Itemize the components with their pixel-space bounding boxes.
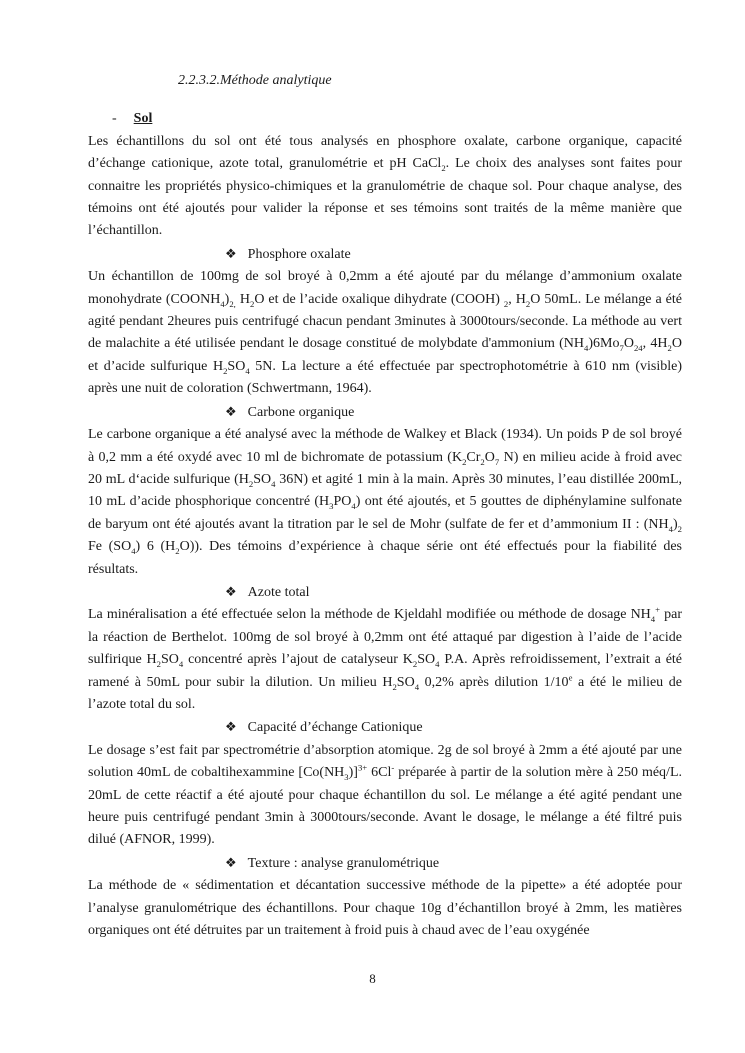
bullet-label-phosphore: Phosphore oxalate [247, 246, 351, 262]
bullet-heading-carbone [225, 401, 682, 424]
sol-label: Sol [133, 111, 153, 127]
paragraph-cec: Le dosage s’est fait par spectrométrie d’absorption atomique. 2g de sol broyé à 2mm a été ajouté par une solution 40mL de cobaltihexammine $[Co(NH_3)]^{3+}$ 6Cl- préparée à partir de la solution mère à 250 méq/L. 20mL de cette réactif a été ajouté pour chaque échantillon du sol. Le mélange a été agité pendant une heure puis centrifugé pendant 3min à 3000tours/seconde. Avant le dosage, le mélange a été filtré puis dilué (AFNOR, 1999). [88, 742, 683, 848]
diamond-bullet-icon: ❖ [225, 245, 237, 261]
diamond-bullet-icon: ❖ [225, 403, 237, 419]
bullet-heading-texture [225, 852, 682, 875]
bullet-heading-azote [225, 581, 682, 604]
paragraph-texture: La méthode de « sédimentation et décantation successive méthode de la pipette» a été adoptée pour l’analyse granulométrique des échantillons. Pour chaque 10g d’échantillon broyé à 2mm, les matières organiques ont été détruites par un traitement à froid puis à chaud avec de l’eau oxygénée [88, 878, 682, 939]
bullet-heading-phosphore [225, 243, 682, 266]
diamond-bullet-icon: ❖ [225, 719, 237, 735]
bullet-label-carbone: Carbone organique [247, 404, 355, 420]
bullet-label-azote: Azote total [247, 584, 310, 600]
paragraph-phosphore: Un échantillon de 100mg de sol broyé à 0,2mm a été ajouté par du mélange d’ammonium oxalate monohydrate $(COONH_4)_{2,}$ $H_2O$ et de l’acide oxalique dihydrate (COOH) $_2$, $H_2O$ 50mL. Le mélange a été agité pendant 2heures puis centrifugé chacun pendant 3minutes à 3000tours/seconde. La méthode au vert de malachite a été utilisée pendant le dosage constitué de molybdate d'ammonium $(NH_4)6Mo_7O_{24}$, $4H_2O$ et d’acide sulfurique $H_2SO_4$ 5N. La lecture a été effectuée par spectrophotométrie à 610 nm (visible) après une nuit de coloration (Schwertmann, 1964). [88, 269, 682, 397]
paragraph-azote: La minéralisation a été effectuée selon la méthode de Kjeldahl modifiée ou méthode de dosage $NH_4^+$ par la réaction de Berthelot. 100mg de sol broyé à 0,2mm ont été attaqué par digestion à l’aide de l’acide sulfirique $H_2SO_4$ concentré après l’ajout de catalyseur $K_2SO_4$ P.A. Après refroidissement, l’extrait a été ramené à 50mL pour subir la dilution. Un milieu $H_2SO_4$ 0,2% après dilution 1/10e a été le milieu de l’azote total du sol. [88, 604, 683, 712]
bullet-label-cec: Capacité d’échange Cationique [247, 720, 423, 736]
section-heading: 2.2.3.2.Méthode analytique [178, 73, 332, 88]
diamond-bullet-icon: ❖ [225, 583, 237, 599]
diamond-bullet-icon: ❖ [225, 854, 237, 870]
page-content [88, 70, 682, 942]
list-dash-marker: - [112, 111, 117, 127]
paragraph-carbone: Le carbone organique a été analysé avec la méthode de Walkey et Black (1934). Un poids P de sol broyé à 0,2 mm a été oxydé avec 10 ml de bichromate de potassium ($K_2Cr_2O_7$ N) en milieu acide à froid avec 20 mL d‘acide sulfurique ($H_2SO_4$ 36N) et agité 1 min à la main. Après 30 minutes, l’eau distillée 200mL, 10 mL d’acide phosphorique concentré $(H_3PO_4)$ ont été ajoutés, et 5 gouttes de diphénylamine sulfonate de baryum ont été ajoutés avant la titration par le sel de Mohr (sulfate de fer et d’ammonium II : $(NH_4)_2$ Fe $(SO_4)$ 6 $(H_2O)$). Des témoins d’expérience à chaque série ont été effectués pour la fiabilité des résultats. [88, 427, 682, 577]
bullet-heading-cec [225, 716, 682, 739]
paragraph-intro: Les échantillons du sol ont été tous analysés en phosphore oxalate, carbone organique, capacité d’échange cationique, azote total, granulométrie et pH CaCl$_2$. Le choix des analyses sont faites pour connaitre les propriétés physico-chimiques et la granulométrie de chaque sol. Pour chaque analyse, des témoins ont été ajoutés pour valider la réponse et ses témoins sont traités de la même manière que l’échantillon. [88, 133, 683, 239]
list-item-sol [112, 108, 682, 130]
page-number: 8 [369, 971, 376, 986]
bullet-label-texture: Texture : analyse granulométrique [247, 855, 440, 871]
